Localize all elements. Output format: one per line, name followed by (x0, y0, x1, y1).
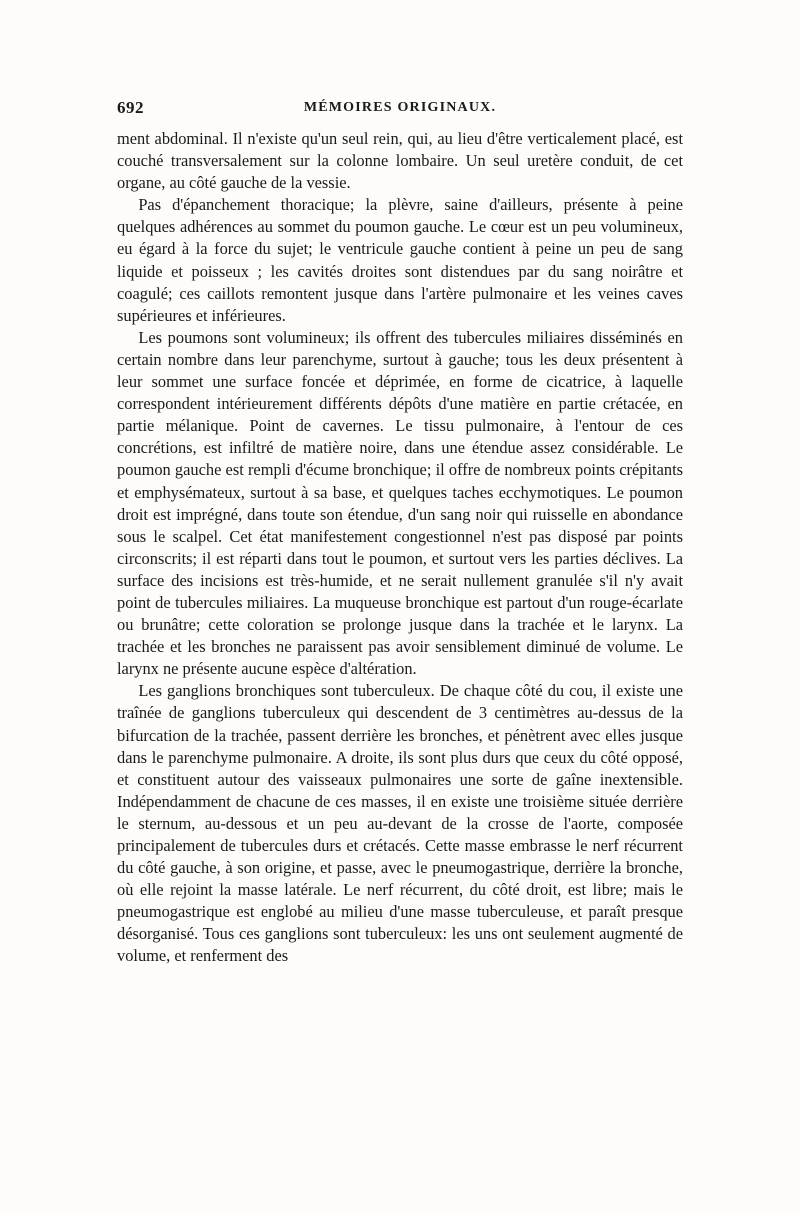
page-number: 692 (117, 98, 144, 117)
paragraph-bronchial-ganglia: Les ganglions bronchiques sont tuberculeux. De chaque côté du cou, il existe une traînée de ganglions tuberculeux qui descendent de 3 centimètres au-dessus de la bifurcation de la trachée, passent derrière les bronches, et pénètrent avec elles jusque dans le parenchyme pulmonaire. A droite, ils sont plus durs que ceux du côté opposé, et constituent autour des vaisseaux pulmonaires une sorte de gaîne inextensible. Indépendamment de chacune de ces masses, il en existe une troisième située derrière le sternum, au-dessous et un peu au-devant de la crosse de l'aorte, composée principalement de tubercules durs et crétacés. Cette masse embrasse le nerf récurrent du côté gauche, à son origine, et passe, avec le pneumogastrique, derrière la bronche, où elle rejoint la masse latérale. Le nerf récurrent, du côté droit, est libre; mais le pneumogastrique est englobé au milieu d'une masse tuberculeuse, et paraît presque désorganisé. Tous ces ganglions sont tuberculeux: les uns ont seulement augmenté de volume, et renferment des (117, 681, 683, 966)
running-title: MÉMOIRES ORIGINAUX. (303, 100, 497, 115)
running-head (117, 98, 683, 128)
body-text (117, 128, 683, 968)
paragraph-continued-kidney: ment abdominal. Il n'existe qu'un seul rein, qui, au lieu d'être verticalement placé, est couché transversalement sur la colonne lombaire. Un seul uretère conduit, de cet organe, au côté gauche de la vessie. (117, 129, 683, 193)
book-page (117, 98, 683, 968)
paragraph-lungs: Les poumons sont volumineux; ils offrent des tubercules miliaires disséminés en certain nombre dans leur parenchyme, surtout à gauche; tous les deux présentent à leur sommet une surface foncée et déprimée, en forme de cicatrice, à laquelle correspondent intérieurement différents dépôts d'une matière en partie crétacée, en partie mélanique. Point de cavernes. Le tissu pulmonaire, à l'entour de ces concrétions, est infiltré de matière noire, dans une étendue assez considérable. Le poumon gauche est rempli d'écume bronchique; il offre de nombreux points crépitants et emphysémateux, surtout à sa base, et quelques taches ecchymotiques. Le poumon droit est imprégné, dans toute son étendue, d'un sang noir qui ruisselle en abondance sous le scalpel. Cet état manifestement congestionnel n'est pas disposé par points circonscrits; il est réparti dans tout le poumon, et surtout vers les parties déclives. La surface des incisions est très-humide, et ne serait nullement granulée s'il n'y avait point de tubercules miliaires. La muqueuse bronchique est partout d'un rouge-écarlate ou brunâtre; cette coloration se prolonge jusque dans la trachée et le larynx. La trachée et les bronches ne paraissent pas avoir sensiblement diminué de volume. Le larynx ne présente aucune espèce d'altération. (117, 327, 683, 679)
paragraph-thorax-heart: Pas d'épanchement thoracique; la plèvre, saine d'ailleurs, présente à peine quelques adhérences au sommet du poumon gauche. Le cœur est un peu volumineux, eu égard à la force du sujet; le ventricule gauche contient à peine un peu de sang liquide et poisseux ; les cavités droites sont distendues par du sang noirâtre et coagulé; ces caillots remontent jusque dans l'artère pulmonaire et les veines caves supérieures et inférieures. (117, 195, 683, 325)
